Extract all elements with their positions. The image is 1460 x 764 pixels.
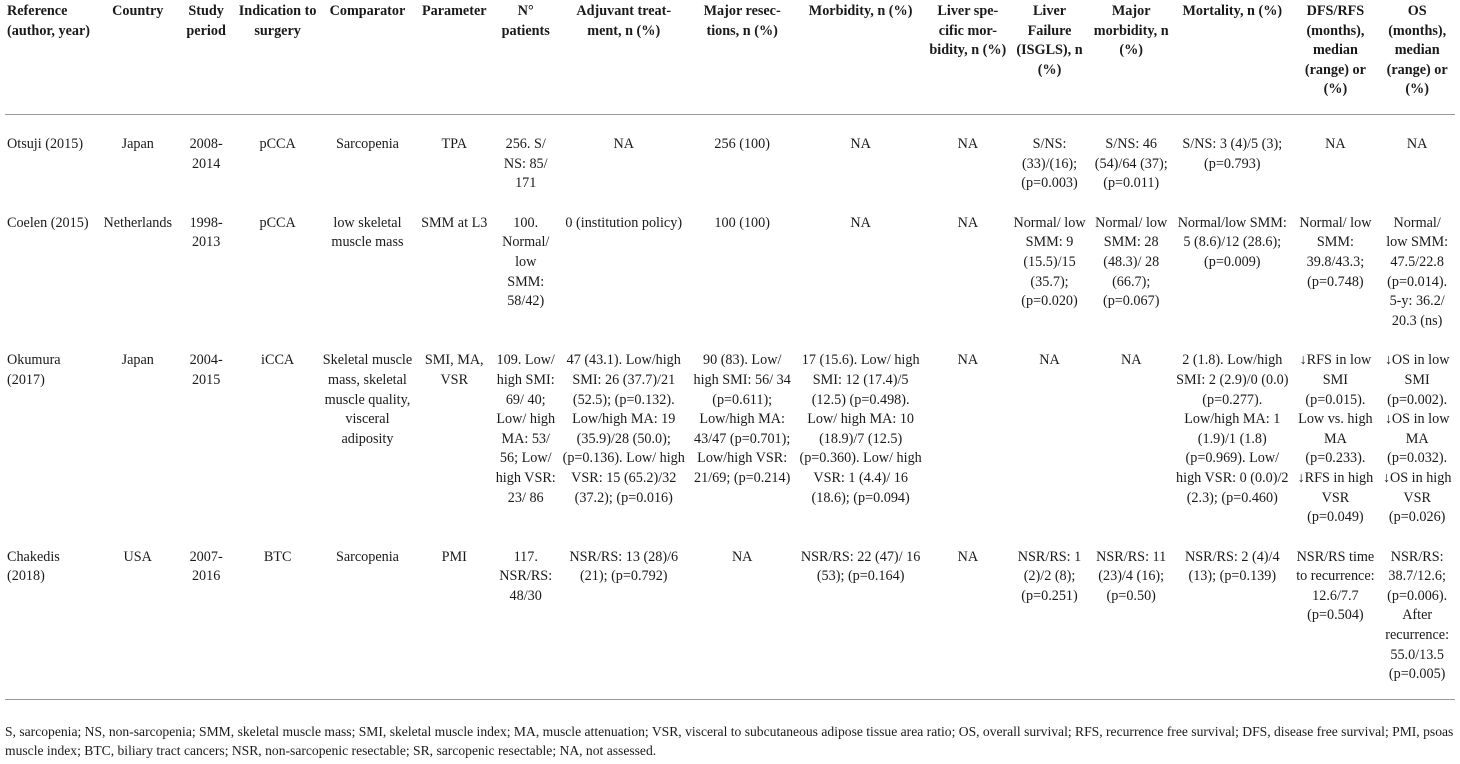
cell-patients: 117. NSR/RS: 48/30 bbox=[493, 528, 558, 700]
cell-parameter: TPA bbox=[441, 136, 467, 152]
cell-parameter: PMI bbox=[415, 528, 493, 700]
cell-os: ↓OS in low SMI (p=0.002). ↓OS in low MA (p=0.032). ↓OS in high VSR (p=0.026) bbox=[1382, 352, 1452, 526]
cell-liver-failure: NSR/RS: 1 (2)/2 (8); (p=0.251) bbox=[1010, 528, 1090, 700]
table-row bbox=[5, 115, 1455, 194]
cell-indication: iCCA bbox=[261, 352, 295, 369]
cell-major-morbidity: NSR/RS: 11 (23)/4 (16); (p=0.50) bbox=[1089, 528, 1173, 700]
col-header-indication: Indication to surgery bbox=[236, 0, 320, 115]
cell-dfs-rfs: NA bbox=[1325, 136, 1346, 152]
cell-major-morbidity: NA bbox=[1120, 352, 1142, 369]
cell-reference: Okumura (2017) bbox=[7, 352, 61, 388]
cell-os: NA bbox=[1406, 136, 1428, 152]
cell-morbidity: 17 (15.6). Low/ high SMI: 12 (17.4)/5 (12.5) (p=0.498). Low/ high MA: 10 (18.9)/7 (12.5) (p=0.360). Low/ high VSR: 1 (4.4)/ 16 (18.6); (p=0.094) bbox=[799, 352, 922, 506]
cell-dfs-rfs: ↓RFS in low SMI (p=0.015). Low vs. high MA (p=0.233). ↓RFS in high VSR (p=0.049) bbox=[1297, 352, 1374, 526]
col-header-liver-morbidity: Liver spe- cific mor- bidity, n (%) bbox=[926, 0, 1010, 115]
col-header-major-morbidity: Major morbidity, n (%) bbox=[1089, 0, 1173, 115]
cell-major-resections: 256 (100) bbox=[714, 136, 770, 152]
col-header-country: Country bbox=[99, 0, 177, 115]
cell-dfs-rfs: NSR/RS time to recurrence: 12.6/7.7 (p=0.504) bbox=[1292, 528, 1380, 700]
col-header-study-period: Study period bbox=[177, 0, 236, 115]
col-header-comparator: Comparator bbox=[319, 0, 415, 115]
cell-morbidity: NSR/RS: 22 (47)/ 16 (53); (p=0.164) bbox=[795, 528, 926, 700]
cell-parameter: SMM at L3 bbox=[421, 214, 488, 231]
cell-mortality: S/NS: 3 (4)/5 (3); (p=0.793) bbox=[1182, 136, 1283, 172]
col-header-parameter: Parameter bbox=[415, 0, 493, 115]
cell-patients: 256. S/ NS: 85/ 171 bbox=[503, 136, 548, 192]
table-header-row bbox=[5, 0, 1455, 115]
cell-comparator: Sarcopenia bbox=[335, 136, 399, 152]
cell-mortality: NSR/RS: 2 (4)/4 (13); (p=0.139) bbox=[1173, 528, 1291, 700]
cell-patients: 100. Normal/ low SMM: 58/42) bbox=[502, 214, 550, 310]
cell-indication: pCCA bbox=[259, 214, 296, 231]
table-footnote: S, sarcopenia; NS, non-sarcopenia; SMM, skeletal muscle mass; SMI, skeletal muscle index; MA, muscle attenuation; VSR, visceral to subcutaneous adipose tissue area ratio; OS, overall survival; RFS, recurrence free survival; DFS, disease free survival; PMI, psoas muscle index; BTC, biliary tract cancers; NSR, non-sarcopenic resectable; SR, sarcopenic resectable; NA, not assessed. bbox=[5, 724, 1454, 758]
table-row bbox=[5, 194, 1455, 332]
cell-indication: pCCA bbox=[259, 136, 296, 152]
cell-os: NSR/RS: 38.7/12.6; (p=0.006). After recurrence: 55.0/13.5 (p=0.005) bbox=[1379, 528, 1455, 700]
cell-country: Netherlands bbox=[103, 214, 173, 231]
cell-morbidity: NA bbox=[850, 214, 871, 231]
results-table bbox=[5, 0, 1455, 700]
table-row bbox=[5, 331, 1455, 527]
cell-adjuvant: NSR/RS: 13 (28)/6 (21); (p=0.792) bbox=[558, 528, 689, 700]
cell-major-morbidity: S/NS: 46 (54)/64 (37); (p=0.011) bbox=[1094, 136, 1168, 192]
cell-liver-failure: S/NS: (33)/(16); (p=0.003) bbox=[1021, 136, 1078, 192]
cell-comparator: Sarcopenia bbox=[319, 528, 415, 700]
cell-adjuvant: 47 (43.1). Low/high SMI: 26 (37.7)/21 (52.5); (p=0.132). Low/high MA: 19 (35.9)/28 (50.0); (p=0.136). Low/ high VSR: 15 (65.2)/32 (37.2); (p=0.016) bbox=[562, 352, 685, 506]
cell-patients: 109. Low/ high SMI: 69/ 40; Low/ high MA: 53/ 56; Low/ high VSR: 23/ 86 bbox=[495, 352, 556, 506]
col-header-patients: N° patients bbox=[493, 0, 558, 115]
cell-liver-morbidity: NA bbox=[926, 528, 1010, 700]
col-header-morbidity: Morbidity, n (%) bbox=[795, 0, 926, 115]
cell-mortality: 2 (1.8). Low/high SMI: 2 (2.9)/0 (0.0) (p=0.277). Low/high MA: 1 (1.9)/1 (1.8) (p=0.969). Low/ high VSR: 0 (0.0)/2 (2.3); (p=0.460) bbox=[1176, 352, 1289, 506]
cell-comparator: Skeletal muscle mass, skeletal muscle quality, visceral adiposity bbox=[322, 352, 413, 447]
cell-reference: Coelen (2015) bbox=[7, 214, 89, 231]
col-header-liver-failure: Liver Failure (ISGLS), n (%) bbox=[1010, 0, 1090, 115]
cell-liver-morbidity: NA bbox=[957, 352, 979, 369]
cell-comparator: low skeletal muscle mass bbox=[331, 214, 404, 251]
cell-study-period: 1998- 2013 bbox=[189, 214, 223, 251]
cell-dfs-rfs: Normal/ low SMM: 39.8/43.3; (p=0.748) bbox=[1299, 214, 1372, 290]
col-header-major-resections: Major resec- tions, n (%) bbox=[689, 0, 795, 115]
cell-parameter: SMI, MA, VSR bbox=[424, 352, 484, 388]
cell-study-period: 2007- 2016 bbox=[177, 528, 236, 700]
cell-major-resections: 100 (100) bbox=[714, 214, 770, 231]
cell-major-resections: 90 (83). Low/ high SMI: 56/ 34 (p=0.611); Low/high MA: 43/47 (p=0.701); Low/high VSR: 21/69; (p=0.214) bbox=[693, 352, 791, 486]
cell-liver-morbidity: NA bbox=[957, 136, 979, 152]
cell-os: Normal/ low SMM: 47.5/22.8 (p=0.014). 5-y: 36.2/ 20.3 (ns) bbox=[1386, 214, 1449, 329]
cell-study-period: 2004- 2015 bbox=[189, 352, 223, 388]
col-header-os: OS (months), median (range) or (%) bbox=[1379, 0, 1455, 115]
cell-liver-failure: NA bbox=[1039, 352, 1060, 369]
cell-liver-failure: Normal/ low SMM: 9 (15.5)/15 (35.7); (p=0.020) bbox=[1013, 214, 1086, 310]
cell-major-morbidity: Normal/ low SMM: 28 (48.3)/ 28 (66.7); (p=0.067) bbox=[1095, 214, 1168, 310]
cell-major-resections: NA bbox=[689, 528, 795, 700]
cell-liver-morbidity: NA bbox=[957, 214, 979, 231]
col-header-dfs-rfs: DFS/RFS (months), median (range) or (%) bbox=[1292, 0, 1380, 115]
cell-adjuvant: 0 (institution policy) bbox=[565, 214, 683, 231]
cell-study-period: 2008- 2014 bbox=[189, 136, 223, 172]
cell-mortality: Normal/low SMM: 5 (8.6)/12 (28.6); (p=0.009) bbox=[1177, 214, 1287, 270]
cell-indication: BTC bbox=[236, 528, 320, 700]
col-header-mortality: Mortality, n (%) bbox=[1173, 0, 1291, 115]
col-header-adjuvant: Adjuvant treat- ment, n (%) bbox=[558, 0, 689, 115]
cell-adjuvant: NA bbox=[613, 136, 634, 152]
cell-country: Japan bbox=[121, 352, 154, 369]
cell-morbidity: NA bbox=[850, 136, 871, 152]
table-row bbox=[5, 528, 1455, 700]
col-header-reference: Reference (author, year) bbox=[5, 0, 99, 115]
cell-reference: Otsuji (2015) bbox=[7, 136, 84, 152]
cell-country: USA bbox=[99, 528, 177, 700]
cell-reference: Chakedis (2018) bbox=[5, 528, 99, 700]
cell-country: Japan bbox=[121, 136, 154, 152]
